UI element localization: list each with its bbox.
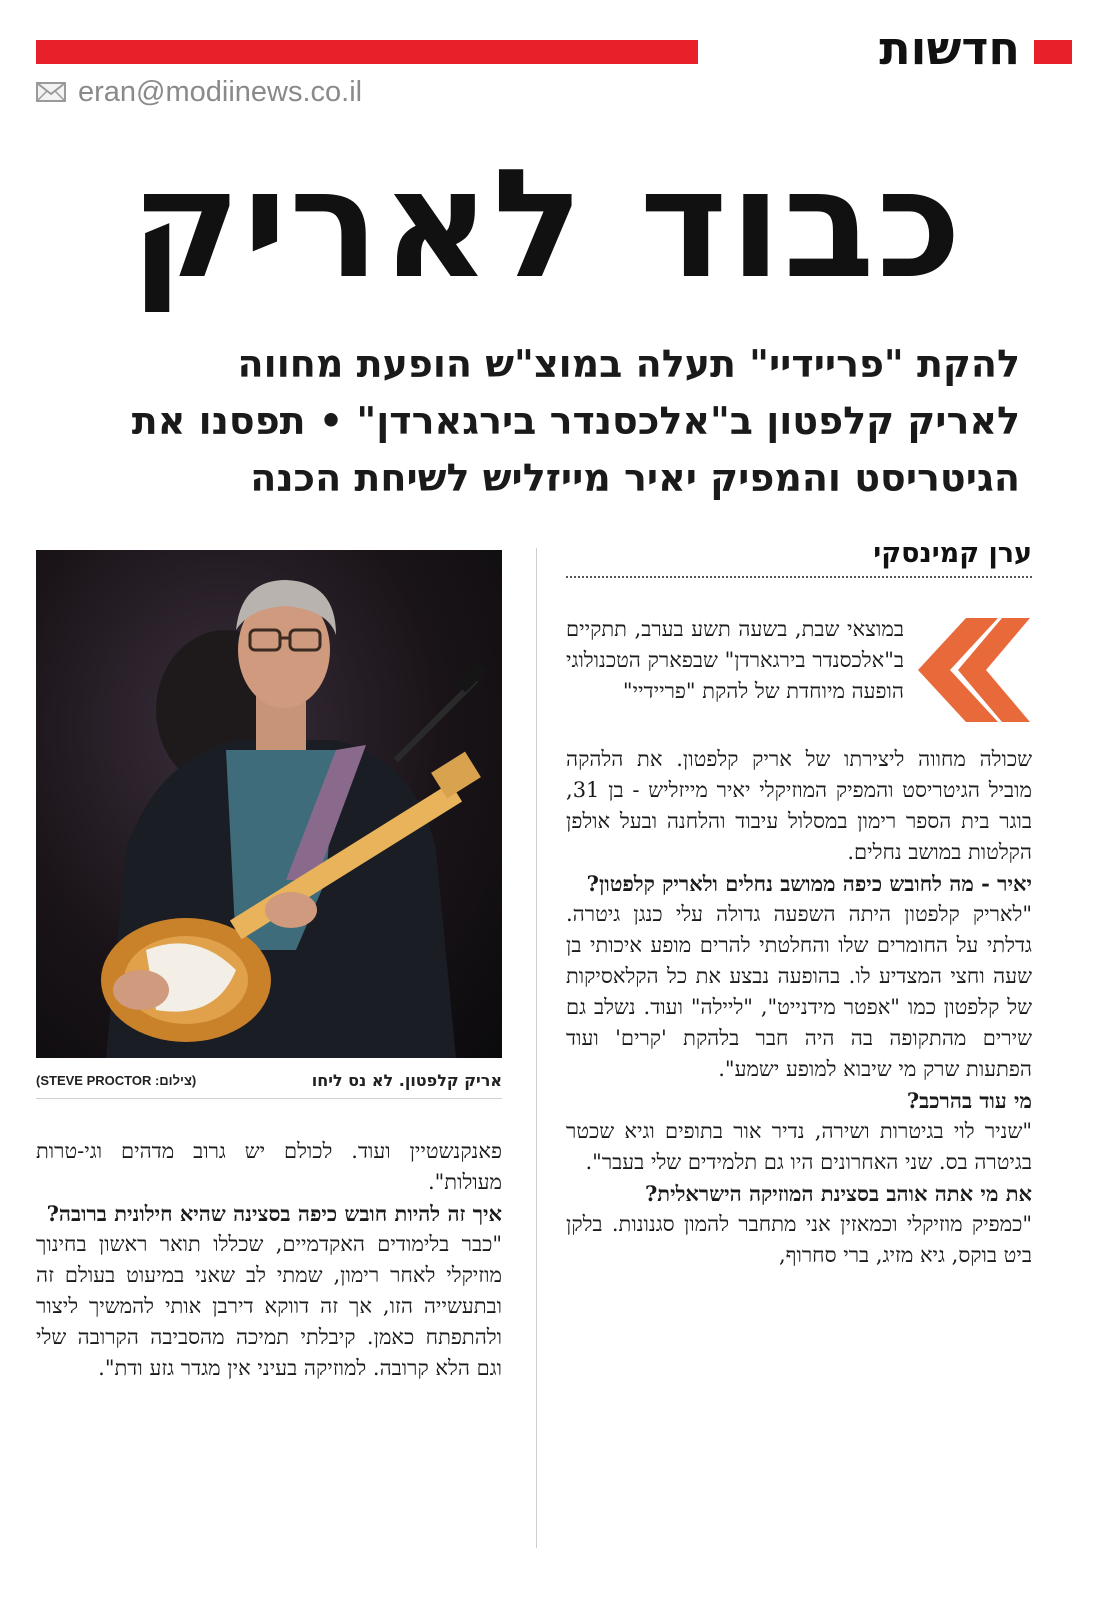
author-email[interactable]: [36, 74, 362, 110]
photo-caption: [36, 1066, 502, 1094]
interview-answer: "שניר לוי בגיטרות ושירה, נדיר אור בתופים וגיא שכטר בגיטרה בס. שני האחרונים היו גם תלמידים שלי בעבר".: [566, 1119, 1032, 1174]
article-intro: [566, 614, 904, 744]
interview-question: יאיר - מה לחובש כיפה ממושב נחלים ולאריק קלפטון?: [586, 871, 1032, 896]
subheadline: [40, 336, 1020, 507]
byline: ערן קמינסקי: [873, 538, 1032, 569]
body-paragraph: שכולה מחווה ליצירתו של אריק קלפטון. את הלהקה מוביל הגיטריסט והמפיק המוזיקלי יאיר מייזליש - בן 31, בוגר בית הספר רימון במסלול עיבוד והלחנה ובעל אולפן הקלטות במושב נחלים.: [566, 747, 1032, 864]
intro-paragraph: במוצאי שבת, בשעה תשע בערב, תתקיים ב"אלכסנדר בירגארדן" שבפארק הטכנולוגי הופעה מיוחדת של להקת "פריידיי": [566, 617, 904, 703]
interview-question: מי עוד בהרכב?: [906, 1088, 1032, 1113]
double-chevron-icon: [910, 614, 1034, 726]
subheadline-line: להקת "פריידיי" תעלה במוצ"ש הופעת מחווה: [237, 342, 1020, 386]
interview-answer: פאנקנשטיין ועוד. לכולם יש גרוב מדהים וגי-טרות מעולות".: [36, 1139, 502, 1194]
interview-question: את מי אתה אוהב בסצינת המוזיקה הישראלית?: [644, 1181, 1032, 1206]
interview-answer: "כמפיק מוזיקלי וכמאזין אני מתחבר להמון סגנונות. בלקן ביט בוקס, גיא מזיג, ברי סחרוף,: [566, 1212, 1032, 1267]
article-body-left: [36, 1136, 502, 1556]
column-divider: [536, 548, 537, 1548]
subheadline-line: לאריק קלפטון ב"אלכסנדר בירגארדן" • תפסנו את: [131, 399, 1020, 443]
envelope-icon: [36, 81, 66, 103]
email-address[interactable]: eran@modiinews.co.il: [78, 75, 363, 108]
photo-credit: (צילום: STEVE PROCTOR): [36, 1072, 197, 1088]
caption-text: אריק קלפטון. לא נס ליחו: [311, 1070, 502, 1090]
subheadline-line: הגיטריסט והמפיק יאיר מייזליש לשיחת הכנה: [250, 456, 1020, 500]
section-color-bar-end: [1034, 40, 1072, 64]
article-photo: [36, 550, 502, 1058]
byline-rule: [566, 576, 1032, 578]
section-label: חדשות: [879, 21, 1020, 75]
caption-rule: [36, 1098, 502, 1099]
interview-answer: "לאריק קלפטון היתה השפעה גדולה עלי כנגן גיטרה. גדלתי על החומרים שלו והחלטתי להרים מופע איכותי בן שעה וחצי המצדיע לו. בהופעה נבצע את כל הקלאסיקות של קלפטון כמו "אפטר מידנייט", "ליילה" ועוד. נשלב גם שירים מהתקופה בה היה חבר בלהקת 'קרים' ועוד הפתעות שרק מי שיבוא למופע ישמע".: [566, 902, 1032, 1081]
interview-question: איך זה להיות חובש כיפה בסצינה שהיא חילונית ברובה?: [46, 1201, 502, 1226]
headline: כבוד לאריק: [130, 138, 964, 312]
article-body-right: [566, 744, 1032, 1544]
interview-answer: "כבר בלימודים האקדמיים, שכללו תואר ראשון בחינוך מוזיקלי לאחר רימון, שמתי לב שאני במיעוט בעולם זה ובתעשייה הזו, אך זה דווקא דירבן אותי להמשיך ליצור ולהתפתח כאמן. קיבלתי תמיכה מהסביבה הקרובה שלי וגם הלא קרובה. למוזיקה בעיני אין מגדר גזע ודת".: [36, 1232, 502, 1380]
section-color-bar: [36, 40, 698, 64]
